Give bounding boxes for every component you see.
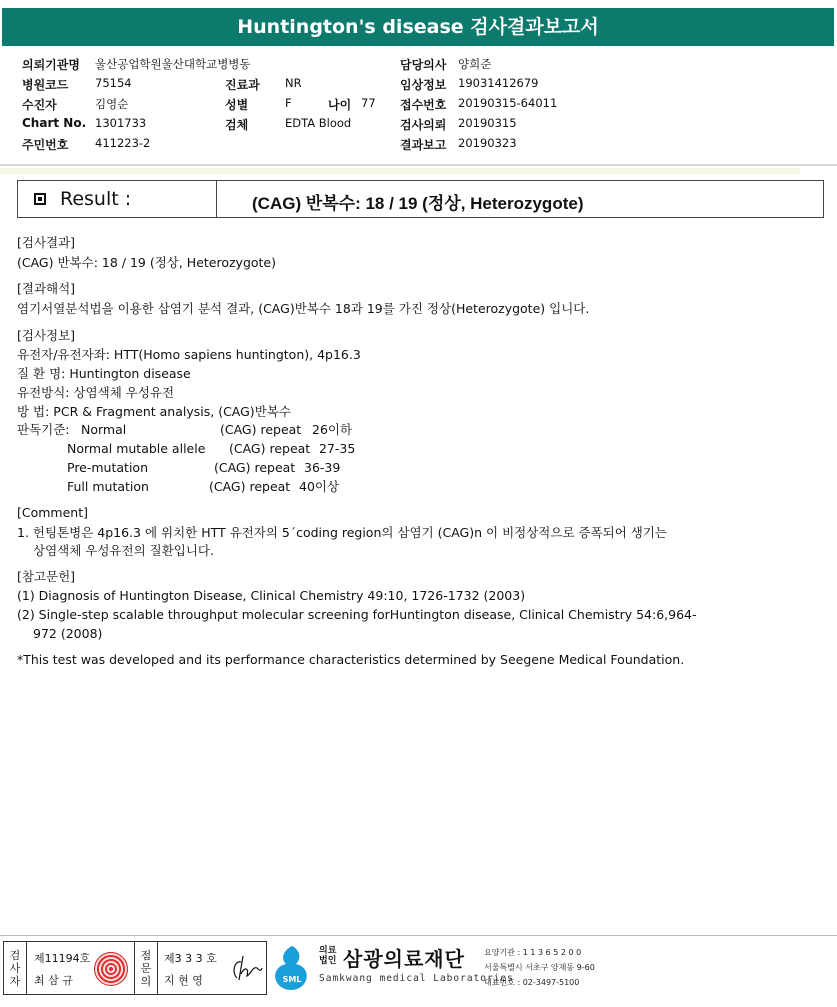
receipt-label: 접수번호 xyxy=(400,98,447,112)
criteria-name: Normal xyxy=(81,422,127,437)
report-header xyxy=(0,52,837,164)
tester-title-char: 검 xyxy=(9,948,21,962)
request-label: 검사의뢰 xyxy=(400,118,447,132)
dept-label: 진료과 xyxy=(225,78,260,92)
criteria-range: 40이상 xyxy=(299,479,340,494)
comment-heading: [Comment] xyxy=(17,505,88,520)
gene-line: 유전자/유전자좌: HTT(Homo sapiens huntington), 4p16.3 xyxy=(17,347,361,362)
criteria-repeat: (CAG) repeat xyxy=(220,422,302,437)
interpretation-text: 염기서열분석법을 이용한 삼염기 분석 결과, (CAG)반복수 18과 19를 가진 정상(Heterozygote) 입니다. xyxy=(17,301,590,316)
references-heading: [참고문헌] xyxy=(17,569,76,584)
signature-box xyxy=(3,941,267,995)
tester-title-char: 사 xyxy=(9,961,21,975)
result-box xyxy=(17,180,824,218)
result-value: (CAG) 반복수: 18 / 19 (정상, Heterozygote) xyxy=(252,194,584,213)
disease-line: 질 환 명: Huntington disease xyxy=(17,366,191,381)
chart-value: 1301733 xyxy=(95,116,147,130)
info-heading: [검사정보] xyxy=(17,328,76,343)
institution-label: 의뢰기관명 xyxy=(22,58,80,72)
checker-title-char: 의 xyxy=(140,974,152,988)
age-value: 77 xyxy=(361,96,376,110)
seal-stamp-icon xyxy=(94,952,128,986)
reference-1: (1) Diagnosis of Huntington Disease, Clinical Chemistry 49:10, 1726-1732 (2003) xyxy=(17,588,526,603)
interpretation-heading: [결과해석] xyxy=(17,281,76,296)
criteria-repeat: (CAG) repeat xyxy=(229,441,311,456)
clinical-label: 임상정보 xyxy=(400,78,447,92)
collector-label: 수진자 xyxy=(22,98,57,112)
method-line: 방 법: PCR & Fragment analysis, (CAG)반복수 xyxy=(17,404,291,419)
institution-code: 요양기관 : 1 1 3 6 5 2 0 0 xyxy=(484,948,582,957)
checker-title xyxy=(135,942,158,994)
tester-title-char: 자 xyxy=(9,974,21,988)
reference-2: (2) Single-step scalable throughput molecular screening forHuntington disease, Clinical Chemistry 54:6,964- xyxy=(17,607,697,622)
checker-title-char: 점 xyxy=(140,948,152,962)
reference-2-cont: 972 (2008) xyxy=(33,626,103,641)
specimen-value: EDTA Blood xyxy=(285,116,352,130)
checker-title-char: 문 xyxy=(140,961,152,975)
result-label: Result : xyxy=(60,188,132,210)
sex-label: 성별 xyxy=(225,98,249,112)
collector-value: 김영순 xyxy=(95,97,129,111)
sex-value: F xyxy=(285,96,292,110)
address: 서울특별시 서초구 양재동 9-60 xyxy=(484,963,595,972)
specimen-label: 검체 xyxy=(225,118,249,132)
report-date-label: 결과보고 xyxy=(400,138,447,152)
code-label: 병원코드 xyxy=(22,78,69,92)
dept-value: NR xyxy=(285,76,302,90)
header-divider xyxy=(0,164,837,166)
institution-value: 울산공업학원울산대학교병병동 xyxy=(95,57,251,71)
regno-value: 411223-2 xyxy=(95,136,151,150)
criteria-name: Normal mutable allele xyxy=(67,441,206,456)
comment-line-2: 상염색체 우성유전의 질환입니다. xyxy=(33,543,214,558)
logo-text: SML xyxy=(282,975,302,984)
report-date-value: 20190323 xyxy=(458,136,517,150)
comment-line-1: 1. 헌팅톤병은 4p16.3 에 위치한 HTT 유전자의 5´coding region의 삼염기 (CAG)n 이 비정상적으로 증폭되어 생기는 xyxy=(17,525,667,540)
corp-type-line: 법인 xyxy=(319,956,337,966)
result-label-cell xyxy=(18,181,217,217)
tester-license: 제11194호 xyxy=(34,952,91,965)
sml-logo-icon xyxy=(272,944,312,992)
corp-name: 삼광의료재단 xyxy=(343,947,465,971)
result-heading: [검사결과] xyxy=(17,235,76,250)
footer-divider xyxy=(0,935,837,936)
criteria-name: Full mutation xyxy=(67,479,149,494)
tester-cell xyxy=(26,942,135,994)
result-text: (CAG) 반복수: 18 / 19 (정상, Heterozygote) xyxy=(17,255,277,270)
square-bullet-icon xyxy=(34,193,46,205)
request-value: 20190315 xyxy=(458,116,517,130)
corp-type-line: 의료 xyxy=(319,946,337,956)
regno-label: 주민번호 xyxy=(22,138,69,152)
inheritance-line: 유전방식: 상염색체 우성유전 xyxy=(17,385,175,400)
report-title: Huntington's disease 검사결과보고서 xyxy=(2,8,834,46)
criteria-range: 36-39 xyxy=(304,460,341,475)
corp-type xyxy=(319,946,336,966)
tester-name: 최 삼 규 xyxy=(34,974,73,987)
tester-title xyxy=(4,942,27,994)
chart-label: Chart No. xyxy=(22,116,87,130)
receipt-value: 20190315-64011 xyxy=(458,96,558,110)
phone: 대표번호 : 02-3497-5100 xyxy=(484,978,580,987)
criteria-range: 27-35 xyxy=(319,441,356,456)
corp-name-en: Samkwang medical Laboratories xyxy=(319,973,514,984)
age-label: 나이 xyxy=(328,98,352,112)
code-value: 75154 xyxy=(95,76,132,90)
doctor-label: 담당의사 xyxy=(400,58,447,72)
signature-icon xyxy=(229,954,263,982)
clinical-value: 19031412679 xyxy=(458,76,539,90)
checker-name: 지 현 영 xyxy=(164,974,203,987)
criteria-label: 판독기준: xyxy=(17,422,70,437)
criteria-repeat: (CAG) repeat xyxy=(209,479,291,494)
criteria-repeat: (CAG) repeat xyxy=(214,460,296,475)
criteria-name: Pre-mutation xyxy=(67,460,148,475)
doctor-value: 양희준 xyxy=(458,57,492,71)
disclaimer: *This test was developed and its performance characteristics determined by Seegene Medical Foundation. xyxy=(17,652,685,667)
header-shade xyxy=(0,168,800,174)
criteria-range: 26이하 xyxy=(312,422,353,437)
checker-license: 제3 3 3 호 xyxy=(164,952,217,965)
